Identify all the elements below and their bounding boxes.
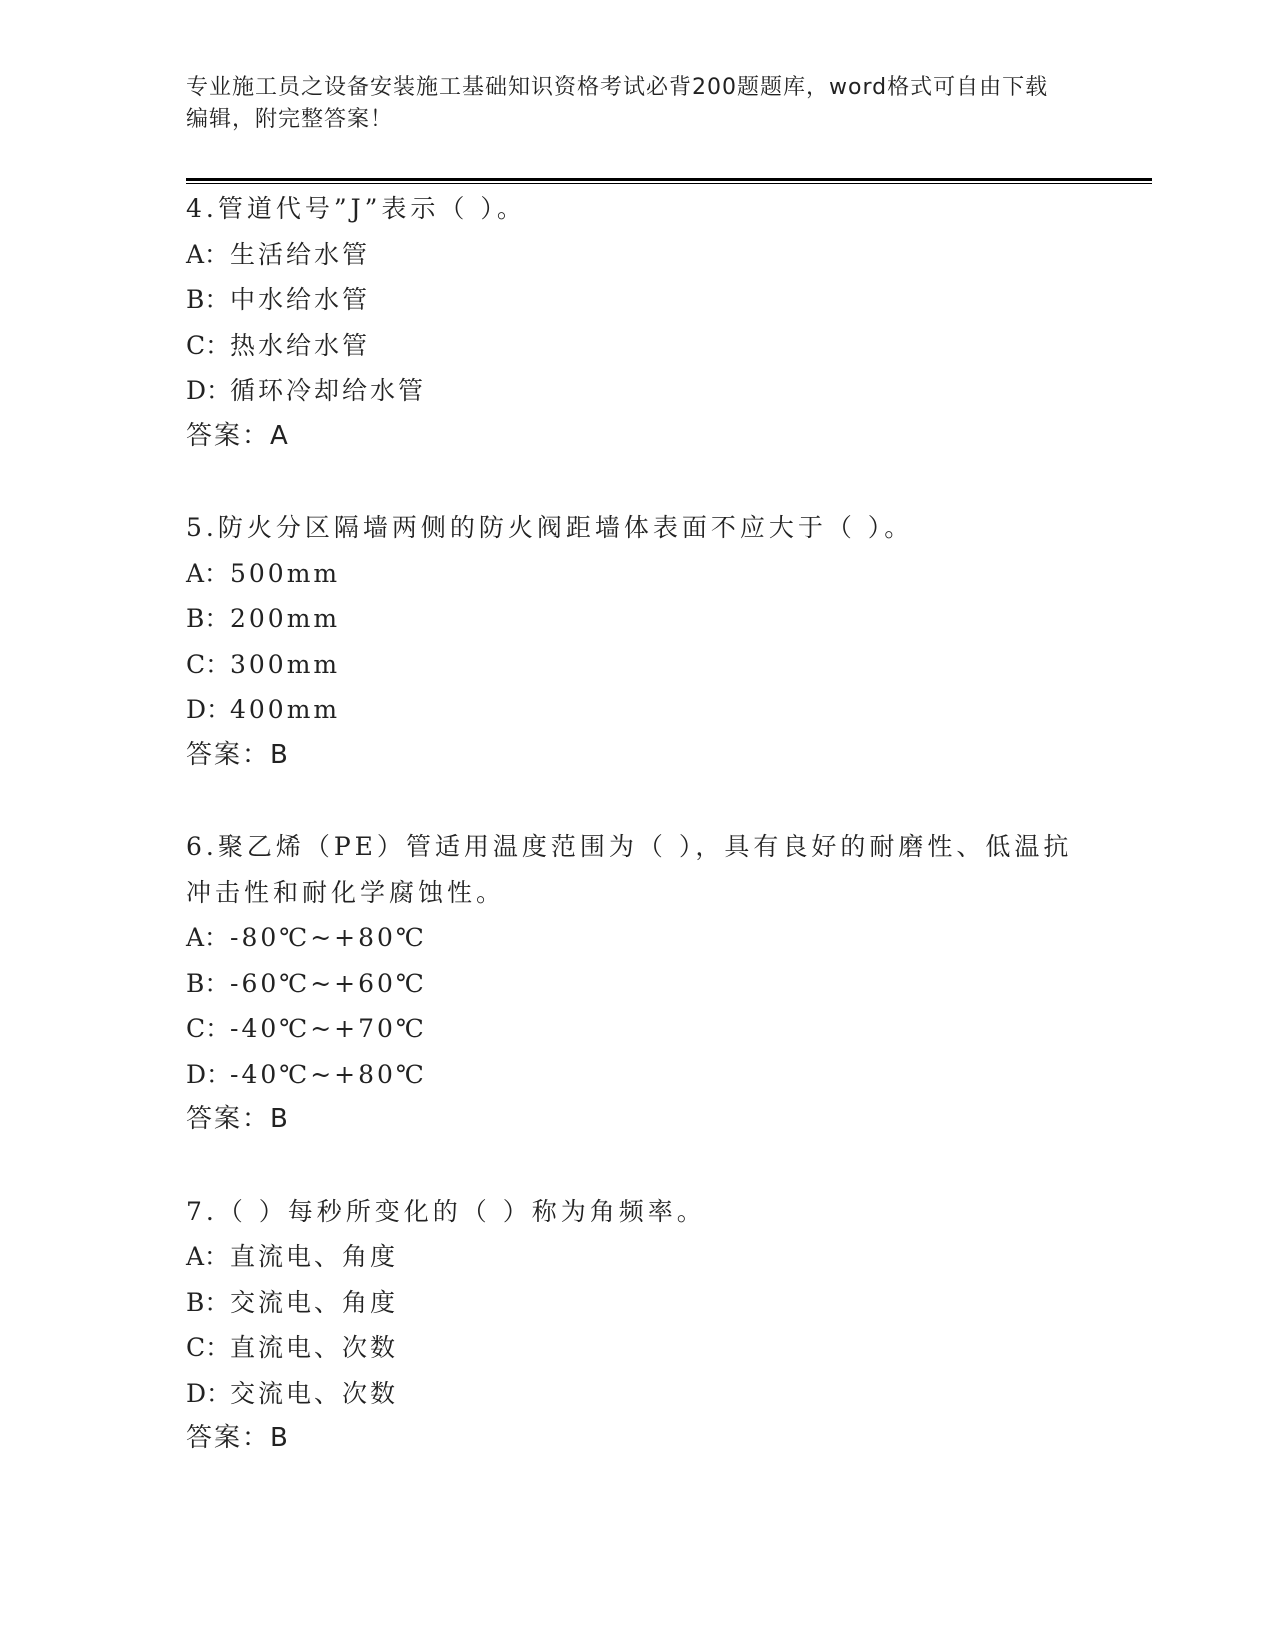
answer-label: 答案：B xyxy=(186,739,290,770)
option-a xyxy=(186,1234,1086,1280)
option-text: 交流电、次数 xyxy=(230,1378,399,1408)
option-d xyxy=(186,368,1086,414)
option-text: -40℃~+80℃ xyxy=(230,1059,427,1089)
question-5 xyxy=(186,505,1086,778)
question-list xyxy=(186,186,1086,1508)
option-key: D： xyxy=(186,695,232,724)
option-text: 中水给水管 xyxy=(230,285,371,314)
option-c xyxy=(186,642,1086,688)
question-7 xyxy=(186,1189,1086,1462)
option-key: A： xyxy=(186,239,230,269)
option-d xyxy=(186,687,1086,733)
question-stem: 6.聚乙烯（PE）管适用温度范围为（ ），具有良好的耐磨性、低温抗冲击性和耐化学腐蚀性。 xyxy=(186,832,1073,907)
option-c xyxy=(186,1325,1086,1371)
option-key: A： xyxy=(186,1242,230,1271)
option-text: 直流电、角度 xyxy=(230,1242,399,1271)
option-text: 交流电、角度 xyxy=(230,1287,399,1317)
question-6 xyxy=(186,824,1086,1143)
answer-label: 答案：A xyxy=(186,420,290,451)
option-text: -80℃~+80℃ xyxy=(230,923,427,952)
option-key: C： xyxy=(186,1014,231,1043)
option-key: B： xyxy=(186,604,230,633)
header-divider-thick xyxy=(186,178,1152,181)
option-key: C： xyxy=(186,330,231,360)
option-key: B： xyxy=(186,1287,230,1317)
option-text: 500mm xyxy=(230,558,341,588)
option-c xyxy=(186,1006,1086,1052)
option-key: D： xyxy=(186,1059,232,1089)
option-text: 300mm xyxy=(230,649,341,679)
option-key: D： xyxy=(186,376,232,405)
option-b xyxy=(186,277,1086,323)
option-text: 生活给水管 xyxy=(230,239,371,269)
option-key: A： xyxy=(186,923,230,952)
option-text: -60℃~+60℃ xyxy=(230,968,427,998)
answer-label: 答案：B xyxy=(186,1104,290,1134)
option-text: 400mm xyxy=(230,695,341,724)
option-text: 热水给水管 xyxy=(230,330,371,360)
option-d xyxy=(186,1052,1086,1098)
option-key: B： xyxy=(186,285,230,314)
option-key: C： xyxy=(186,649,231,679)
option-c xyxy=(186,323,1086,369)
option-b xyxy=(186,596,1086,642)
question-stem: 5.防火分区隔墙两侧的防火阀距墙体表面不应大于（ ）。 xyxy=(186,513,914,542)
option-b xyxy=(186,1280,1086,1326)
option-b xyxy=(186,961,1086,1007)
option-key: B： xyxy=(186,968,230,998)
option-key: D： xyxy=(186,1378,232,1408)
option-key: A： xyxy=(186,558,230,588)
option-text: 循环冷却给水管 xyxy=(230,376,427,405)
answer-label: 答案：B xyxy=(186,1423,290,1453)
option-text: 直流电、次数 xyxy=(230,1333,399,1362)
document-header: 专业施工员之设备安装施工基础知识资格考试必背200题题库，word格式可自由下载编辑，附完整答案！ xyxy=(186,75,1049,132)
option-a xyxy=(186,551,1086,597)
question-stem: 4.管道代号”J”表示（ ）。 xyxy=(186,194,526,223)
option-text: -40℃~+70℃ xyxy=(230,1014,427,1043)
header-divider-thin xyxy=(186,183,1152,184)
option-a xyxy=(186,232,1086,278)
question-stem: 7.（ ）每秒所变化的（ ）称为角频率。 xyxy=(186,1196,706,1226)
option-text: 200mm xyxy=(230,604,341,633)
option-d xyxy=(186,1371,1086,1417)
option-a xyxy=(186,915,1086,961)
question-4 xyxy=(186,186,1086,459)
option-key: C： xyxy=(186,1333,231,1362)
